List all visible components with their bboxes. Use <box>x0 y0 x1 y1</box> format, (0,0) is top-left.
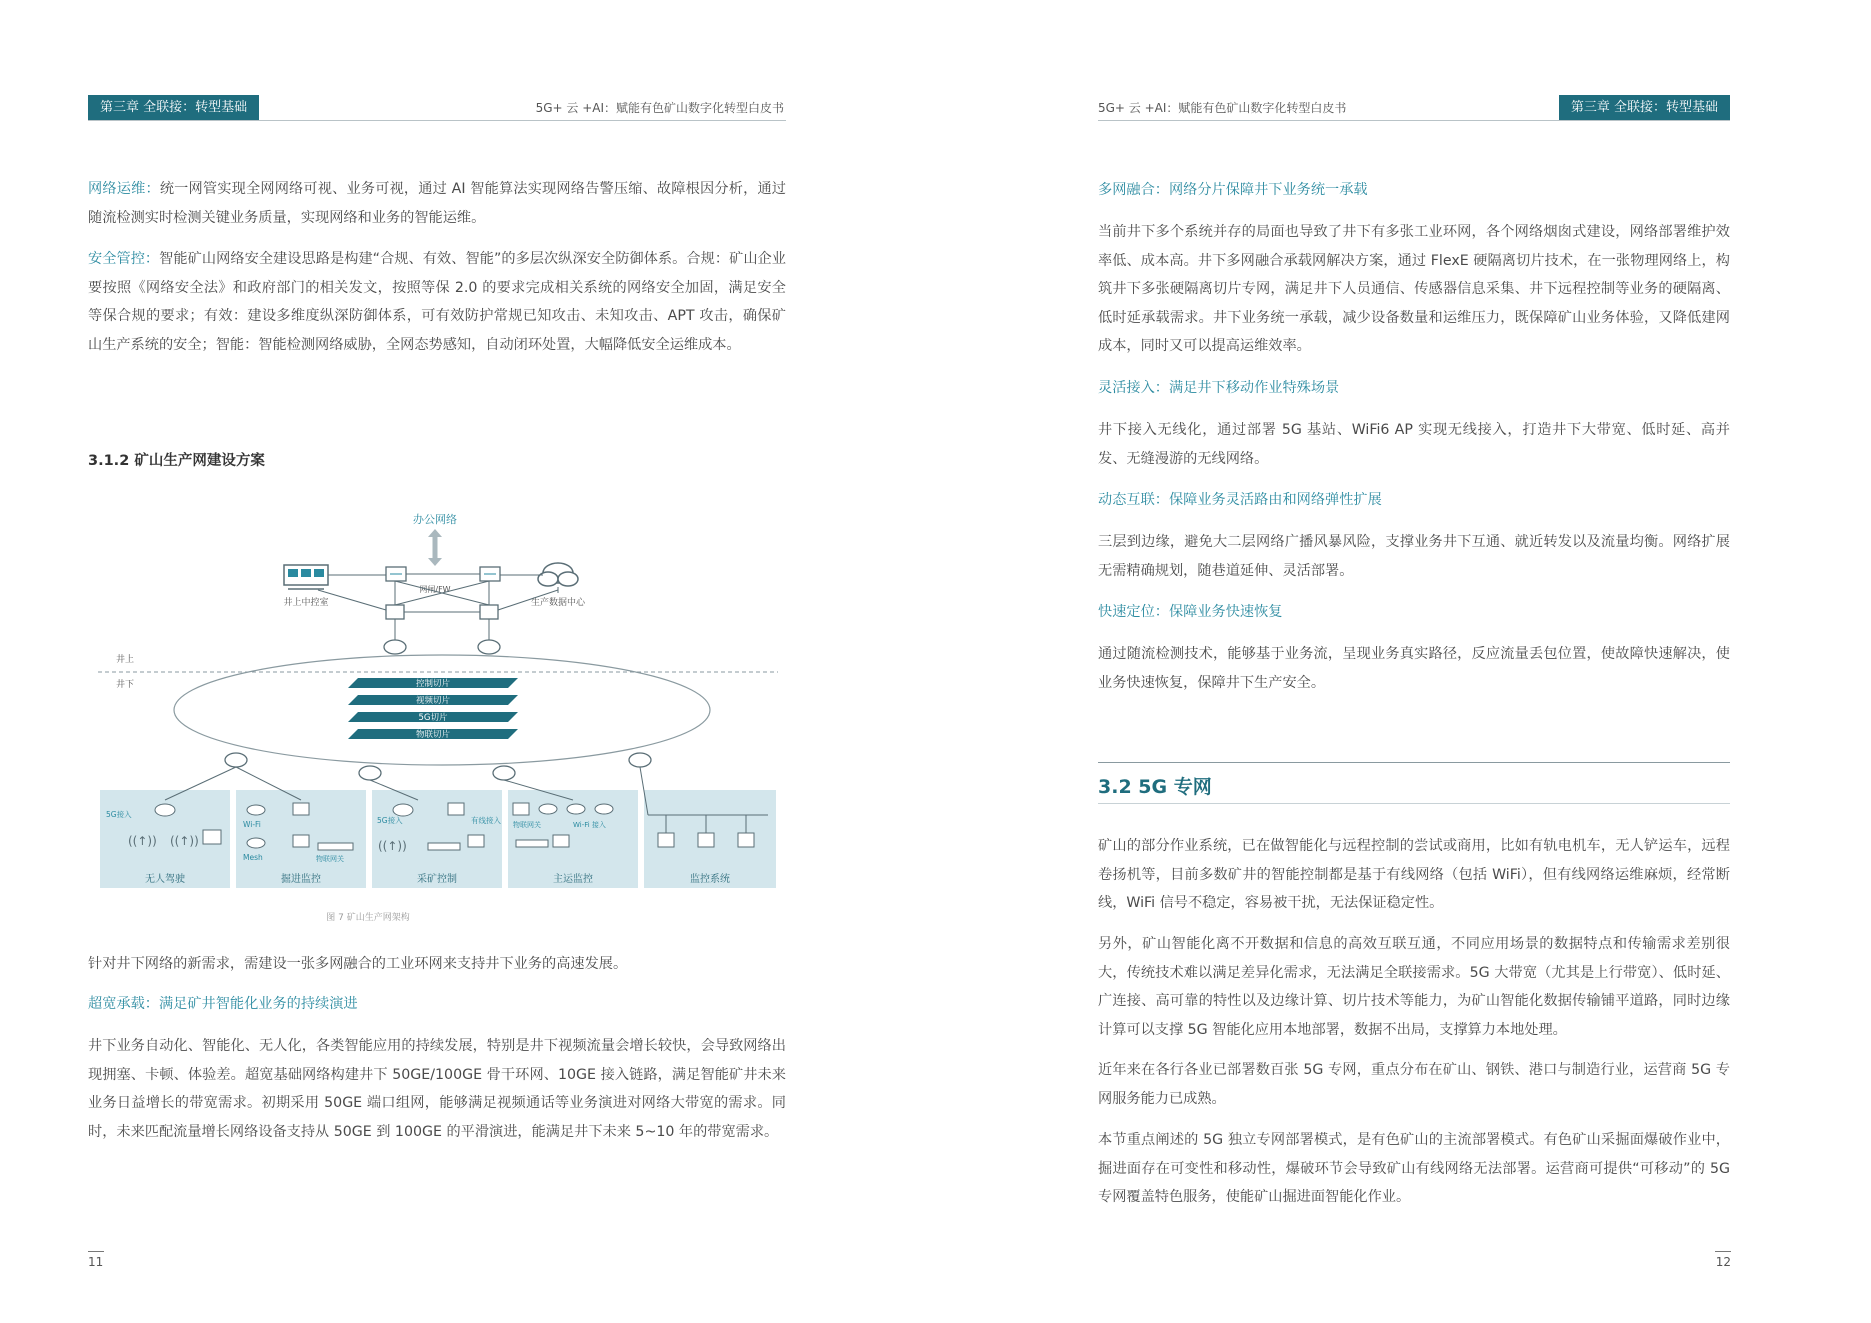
multinet-paragraph <box>1098 218 1730 361</box>
control-room-label: 井上中控室 <box>283 598 329 608</box>
netops-text: 统一网管实现全网网络可视、业务可视，通过 AI 智能算法实现网络告警压缩、故障根因分析，通过随流检测实时检测关键业务质量，实现网络和业务的智能运维。 <box>88 181 786 226</box>
chapter-tag: 第三章 全联接：转型基础 <box>88 95 259 120</box>
switch-icon <box>293 803 309 815</box>
core-switch-icon <box>386 605 404 619</box>
paragraph-text: 另外，矿山智能化离不开数据和信息的高效互联互通，不同应用场景的数据特点和传输需求差别很大，传统技术难以满足差异化需求，无法满足全联接需求。5G 大带宽（尤其是上行带宽）、低时延、广连接、高可靠的特性以及边缘计算、切片技术等能力，为矿山智能化数据传输铺平道路，同时边缘计算可以支撑 5G 智能化应用本地部署，数据不出局，支撑算力本地处理。 <box>1098 936 1730 1038</box>
caption-text: 图 7 矿山生产网架构 <box>326 913 410 923</box>
zone-title: 主运监控 <box>553 874 593 885</box>
subheading-text: 灵活接入：满足井下移动作业特殊场景 <box>1098 380 1340 396</box>
section-title: 3.2 5G 专网 <box>1098 776 1212 798</box>
antenna-icon: ((↑)) <box>378 839 407 853</box>
netops-paragraph <box>88 175 786 232</box>
zone-label: Wi-Fi 接入 <box>573 821 606 829</box>
multinet-text: 当前井下多个系统并存的局面也导致了井下有多张工业环网，各个网络烟囱式建设，网络部署维护效率低、成本高。井下多网融合承载网解决方案，通过 FlexE 硬隔离切片技术，在一张物理网络上，构筑井下多张硬隔离切片专网，满足井下人员通信、传感器信息采集、井下远程控制等业务的硬隔离、低时延承载需求。井下业务统一承载，减少设备数量和运维压力，既保障矿山业务体验，又降低建网成本，同时又可以提高运维效率。 <box>1098 224 1730 354</box>
fastlocate-subheading <box>1098 598 1730 626</box>
slice-label: 5G切片 <box>418 713 448 723</box>
section-rule-top <box>1098 762 1730 763</box>
5g-paragraph-3 <box>1098 1056 1730 1113</box>
mine-network-diagram <box>88 505 788 905</box>
subheading-text: 快速定位：保障业务快速恢复 <box>1098 604 1283 620</box>
paragraph-text: 本节重点阐述的 5G 独立专网部署模式，是有色矿山的主流部署模式。有色矿山采掘面爆破作业中，掘进面存在可变性和移动性，爆破环节会导致矿山有线网络无法部署。运营商可提供“可移动”的 5G 专网覆盖特色服务，使能矿山掘进面智能化作业。 <box>1098 1132 1730 1205</box>
switch-icon <box>293 835 309 847</box>
5g-paragraph-1 <box>1098 832 1730 918</box>
bandwidth-text: 井下业务自动化、智能化、无人化，各类智能应用的持续发展，特别是井下视频流量会增长较快，会导致网络出现拥塞、卡顿、体验差。超宽基础网络构建井下 50GE/100GE 骨干环网、10GE 接入链路，满足智能矿井未来业务日益增长的带宽需求。初期采用 50GE 端口组网，能够满足视频通话等业务演进对网络大带宽的需求。同时，未来匹配流量增长网络设备支持从 50GE 到 100GE 的平滑演进，能满足井下未来 5~10 年的带宽需求。 <box>88 1038 786 1140</box>
bandwidth-paragraph <box>88 1032 786 1146</box>
terminal-icon <box>203 830 221 844</box>
ring-router-icon <box>493 766 515 780</box>
need-paragraph <box>88 950 786 979</box>
fastlocate-paragraph <box>1098 640 1730 697</box>
terminal-icon <box>468 835 484 847</box>
subheading-text: 动态互联：保障业务灵活路由和网络弹性扩展 <box>1098 492 1382 508</box>
5g-paragraph-2 <box>1098 930 1730 1044</box>
section-rule-bottom <box>1098 803 1730 804</box>
router-icon <box>478 640 500 654</box>
network-slices <box>348 678 518 740</box>
netops-label: 网络运维： <box>88 181 160 197</box>
section-title: 3.1.2 矿山生产网建设方案 <box>88 453 265 469</box>
camera-icon <box>698 833 714 847</box>
zone-label: 物联网关 <box>316 855 344 863</box>
switch-icon <box>513 803 529 815</box>
page-number: 11 <box>88 1255 104 1269</box>
left-page <box>0 0 935 1323</box>
zone-label: 有线接入 <box>471 816 501 825</box>
bandwidth-subheading <box>88 990 786 1018</box>
zone-title: 掘进监控 <box>281 874 321 885</box>
zone-label: 物联网关 <box>513 821 541 829</box>
security-label: 安全管控： <box>88 251 160 267</box>
ring-router-icon <box>225 753 247 767</box>
data-center-label: 生产数据中心 <box>530 598 586 608</box>
multinet-subheading <box>1098 176 1730 204</box>
slice-label: 物联切片 <box>415 730 451 740</box>
page-number: 12 <box>1715 1255 1731 1269</box>
zone-label: Wi-Fi <box>243 820 261 829</box>
core-switch-icon <box>480 605 498 619</box>
right-page <box>935 0 1871 1323</box>
control-room-icon <box>284 565 328 589</box>
underground-label: 井下 <box>116 680 135 690</box>
camera-icon <box>738 833 754 847</box>
dynamic-subheading <box>1098 486 1730 514</box>
slice-label: 控制切片 <box>415 679 451 689</box>
figure-caption <box>88 910 786 923</box>
security-text: 智能矿山网络安全建设思路是构建“合规、有效、智能”的多层次纵深安全防御体系。合规：矿山企业要按照《网络安全法》和政府部门的相关发文，按照等保 2.0 的要求完成相关系统的网络安全加固，满足安全等保合规的要求；有效：建设多维度纵深防御体系，可有效防护常规已知攻击、未知攻击、APT 攻击，确保矿山生产系统的安全；智能：智能检测网络威胁，全网态势感知，自动闭环处置，大幅降低安全运维成本。 <box>88 251 786 353</box>
router-icon <box>384 640 406 654</box>
zone-title: 无人驾驶 <box>145 874 185 885</box>
paragraph-text: 矿山的部分作业系统，已在做智能化与远程控制的尝试或商用，比如有轨电机车，无人铲运车，远程卷扬机等，目前多数矿井的智能控制都是基于有线网络（包括 WiFi），但有线网络运维麻烦，经常断线，WiFi 信号不稳定，容易被干扰，无法保证稳定性。 <box>1098 838 1730 911</box>
slice-label: 视频切片 <box>415 696 451 706</box>
antenna-icon: ((↑)) <box>128 834 157 848</box>
gateway-icon <box>318 843 353 850</box>
flexible-paragraph <box>1098 416 1730 473</box>
antenna-icon: ((↑)) <box>170 834 199 848</box>
subheading-text: 超宽承载：满足矿井智能化业务的持续演进 <box>88 996 358 1012</box>
zone-title: 采矿控制 <box>417 874 457 885</box>
ring-router-icon <box>629 753 651 767</box>
chapter-tag: 第三章 全联接：转型基础 <box>1559 95 1730 120</box>
device-icon <box>516 840 548 847</box>
dynamic-paragraph <box>1098 528 1730 585</box>
need-text: 针对井下网络的新需求，需建设一张多网融合的工业环网来支持井下业务的高速发展。 <box>88 956 628 972</box>
book-title: 5G+ 云 +AI：赋能有色矿山数字化转型白皮书 <box>535 101 784 115</box>
dynamic-text: 三层到边缘，避免大二层网络广播风暴风险，支撑业务井下互通、就近转发以及流量均衡。网络扩展无需精确规划，随巷道延伸、灵活部署。 <box>1098 534 1730 579</box>
gateway-fw-label: 网闸/FW <box>419 585 451 594</box>
above-ground-label: 井上 <box>116 655 135 665</box>
5g-paragraph-4 <box>1098 1126 1730 1212</box>
page-header <box>1098 95 1730 121</box>
page-number-rule <box>1715 1251 1731 1252</box>
subheading-text: 多网融合：网络分片保障井下业务统一承载 <box>1098 182 1368 198</box>
fastlocate-text: 通过随流检测技术，能够基于业务流，呈现业务真实路径，反应流量丢包位置，使故障快速解决，使业务快速恢复，保障井下生产安全。 <box>1098 646 1730 691</box>
zone-label: 5G接入 <box>377 816 403 825</box>
data-center-icon <box>538 563 578 593</box>
switch-icon <box>448 803 464 815</box>
security-paragraph <box>88 245 786 359</box>
camera-icon <box>658 833 674 847</box>
zone-title: 监控系统 <box>690 874 730 885</box>
zone-label: 5G接入 <box>106 810 132 819</box>
zone-label: Mesh <box>243 853 263 862</box>
flexible-text: 井下接入无线化，通过部署 5G 基站、WiFi6 AP 实现无线接入，打造井下大带宽、低时延、高并发、无缝漫游的无线网络。 <box>1098 422 1730 467</box>
flexible-subheading <box>1098 374 1730 402</box>
page-header <box>88 95 786 121</box>
device-icon <box>428 843 460 850</box>
page-number-rule <box>88 1251 104 1252</box>
terminal-icon <box>553 835 569 847</box>
section-heading-312 <box>88 449 786 470</box>
book-title: 5G+ 云 +AI：赋能有色矿山数字化转型白皮书 <box>1098 101 1347 115</box>
ring-router-icon <box>359 766 381 780</box>
paragraph-text: 近年来在各行各业已部署数百张 5G 专网，重点分布在矿山、钢铁、港口与制造行业，运营商 5G 专网服务能力已成熟。 <box>1098 1062 1730 1107</box>
office-net-label: 办公网络 <box>413 513 457 526</box>
